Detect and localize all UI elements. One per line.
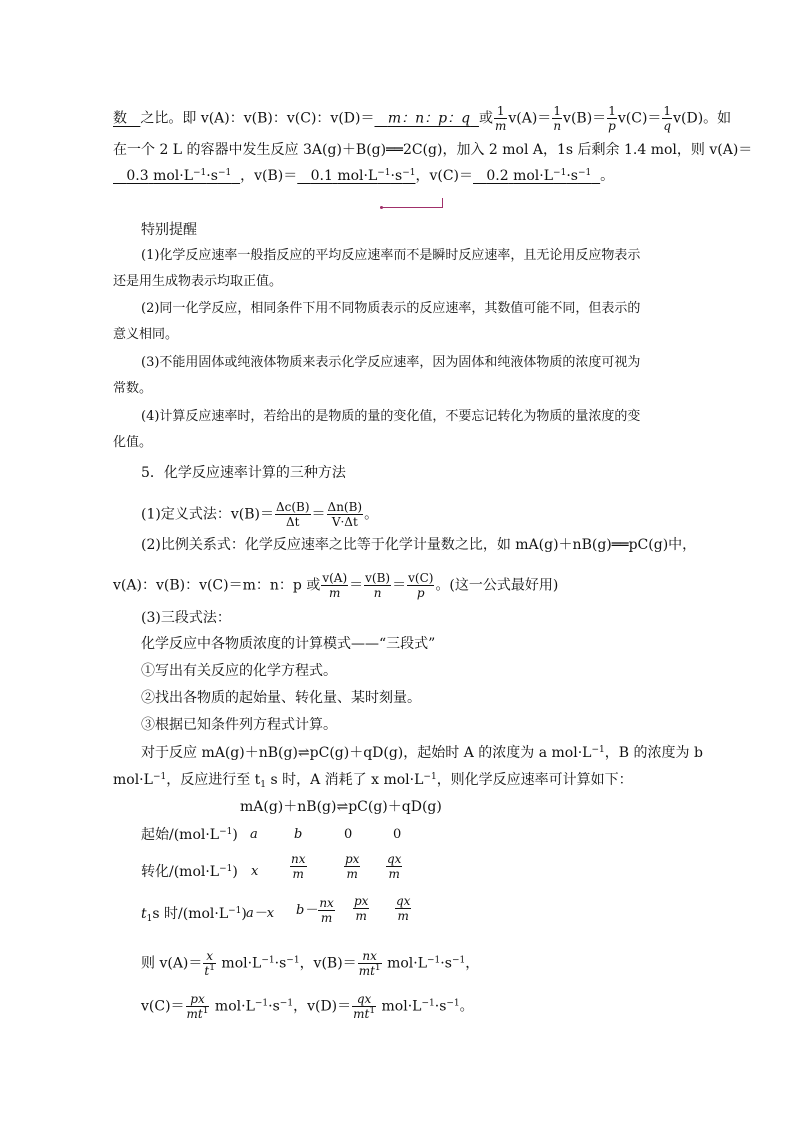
blank-answer: 0.2 $mol\cdot L^{-1}\cdot s^{-1}$: [486, 168, 592, 184]
cell: [394, 894, 412, 923]
method-3-text: 化学反应中各物质浓度的计算模式——“三段式”: [141, 636, 436, 652]
cell: [343, 852, 361, 881]
answer: m：n：p：q: [387, 110, 471, 127]
fraction: $\frac{px}{mt^1}$: [186, 992, 209, 1021]
step-3: ③根据已知条件列方程式计算。: [141, 717, 337, 733]
formula: ，v(B)＝: [240, 168, 298, 184]
note-text: (2)同一化学反应，相同条件下用不同物质表示的反应速率，其数值可能不同，但表示的: [141, 301, 641, 316]
cell: a－x: [246, 906, 275, 921]
fraction: $\frac{nx}{m}$: [319, 896, 334, 925]
blank-answer: 0.1 $mol\cdot L^{-1}\cdot s^{-1}$: [310, 168, 416, 184]
reaction-equation: mA(g)＋nB(g)⇌pC(g)＋qD(g): [240, 799, 442, 815]
text: 或: [478, 110, 493, 127]
note-text: (4)计算反应速率时，若给出的是物质的量的变化值，不要忘记转化为物质的量浓度的变: [141, 409, 641, 424]
fraction: $\frac{px}{m}$: [345, 852, 360, 881]
row-label: $t_1s$ 时$/(mol\cdot L^{-1})$: [141, 906, 247, 924]
cell: 0: [344, 827, 353, 842]
example-text: $mol\cdot L^{-1}$，反应进行至 $t_1$ s 时，A 消耗了 x $mol\cdot L^{-1}$，则化学反应速率可计算如下：: [113, 772, 633, 790]
cell: [289, 852, 308, 881]
formula: ，v(C)＝: [415, 168, 474, 184]
formula: v(A)：v(B)：v(C)：v(D)＝: [200, 110, 375, 127]
cell: b: [294, 827, 303, 842]
text-line: 在一个 2 L 的容器中发生反应 3A(g)＋B(g)══2C(g)，加入 2 mol A，1s 后剩余 1.4 mol，则 v(A)＝: [113, 142, 753, 158]
row-label: 转化$/(mol\cdot L^{-1})$: [141, 864, 238, 880]
result-line: v(C)＝ $\frac{px}{mt^1}$ $mol\cdot L^{-1}\cdot s^{-1}$，v(D)＝ $\frac{qx}{mt^1}$ $mol\cdot L^{-1}\cdot s^{-1}$。: [141, 992, 474, 1021]
cell: [385, 852, 403, 881]
blank-answer: 数: [113, 110, 127, 127]
note-text: 意义相同。: [113, 327, 179, 342]
note-text: (1)化学反应速率一般指反应的平均反应速率而不是瞬时反应速率，且无论用反应物表示: [141, 248, 641, 263]
fraction: $\frac{nx}{m}$: [291, 852, 306, 881]
result-line: 则 v(A)＝ $\frac{x}{t^1}$ $mol\cdot L^{-1}\cdot s^{-1}$，v(B)＝ $\frac{nx}{mt^1}$ $mol\cdot L^{-1}\cdot s^{-1}$，: [141, 949, 480, 978]
step-1: ①写出有关反应的化学方程式。: [141, 663, 337, 679]
cell: [352, 894, 370, 923]
note-text: (3)不能用固体或纯液体物质来表示化学反应速率，因为固体和纯液体物质的浓度可视为: [141, 355, 641, 370]
blank-answer: [374, 111, 478, 127]
fraction: $\frac{qx}{mt^1}$: [353, 992, 376, 1021]
fraction: $\frac{\Delta c(B)}{\Delta t}$: [275, 500, 310, 529]
fraction: $\frac{x}{t^1}$: [204, 949, 215, 978]
example-text: 对于反应 mA(g)＋nB(g)⇌pC(g)＋qD(g)，起始时 A 的浓度为 a $mol\cdot L^{-1}$，B 的浓度为 b: [141, 745, 703, 761]
fraction: $\frac{\Delta n(B)}{V\cdot\Delta t}$: [327, 500, 363, 529]
formula: v(D)。如: [673, 110, 732, 127]
fraction: $\frac{qx}{m}$: [387, 852, 402, 881]
method-1: (1)定义式法：v(B)＝ $\frac{\Delta c(B)}{\Delta t}$ ＝ $\frac{\Delta n(B)}{V\cdot\Delta t}$ 。: [141, 500, 379, 529]
text-line: 0.3 $mol\cdot L^{-1}\cdot s^{-1}$ ，v(B)＝ 0.1 $mol\cdot L^{-1}\cdot s^{-1}$，v(C)＝ 0.2 $mol\cdot L^{-1}\cdot s^{-1}$ 。: [113, 166, 614, 186]
note-text: 化值。: [113, 435, 153, 450]
fraction: $\frac{qx}{m}$: [396, 894, 411, 923]
fraction: $\frac{v(A)}{m}$: [322, 571, 348, 600]
cell: a: [250, 827, 258, 842]
fraction: $\frac{1}{m}$: [494, 104, 507, 133]
blank-answer: 0.3 $mol\cdot L^{-1}\cdot s^{-1}$: [126, 168, 232, 184]
return-link-mark[interactable]: [380, 198, 443, 208]
step-2: ②找出各物质的起始量、转化量、某时刻量。: [141, 690, 421, 706]
text-line: [113, 104, 731, 133]
fraction: $\frac{1}{n}$: [553, 104, 562, 133]
fraction: $\frac{v(C)}{p}$: [408, 571, 434, 600]
formula: v(C)＝: [617, 110, 662, 127]
cell: x: [251, 864, 259, 879]
method-2-formula: v(A)：v(B)：v(C)＝m：n：p 或 $\frac{v(A)}{m}$ ＝ $\frac{v(B)}{n}$ ＝ $\frac{v(C)}{p}$ 。(这一公式最好用): [113, 571, 559, 600]
note-text: 常数。: [113, 381, 153, 396]
cell: b－ $\frac{nx}{m}$: [296, 896, 334, 925]
fraction: $\frac{px}{m}$: [354, 894, 369, 923]
cell: 0: [393, 827, 402, 842]
fraction: $\frac{1}{p}$: [608, 104, 616, 133]
text: 之比。即: [140, 110, 201, 127]
fraction: $\frac{nx}{mt^1}$: [358, 949, 381, 978]
note-text: 还是用生成物表示均取正值。: [113, 274, 283, 289]
formula: v(B)＝: [563, 110, 607, 127]
method-2: (2)比例关系式：化学反应速率之比等于化学计量数之比，如 mA(g)＋nB(g)══pC(g)中，: [141, 537, 697, 553]
fraction: $\frac{1}{q}$: [663, 104, 672, 133]
formula: v(A)＝: [508, 110, 552, 127]
note-title: 特别提醒: [141, 222, 197, 238]
method-3: (3)三段式法：: [141, 610, 231, 626]
row-label: 起始$/(mol\cdot L^{-1})$: [141, 827, 238, 843]
section-heading: 5．化学反应速率计算的三种方法: [141, 465, 346, 481]
fraction: $\frac{v(B)}{n}$: [365, 571, 391, 600]
